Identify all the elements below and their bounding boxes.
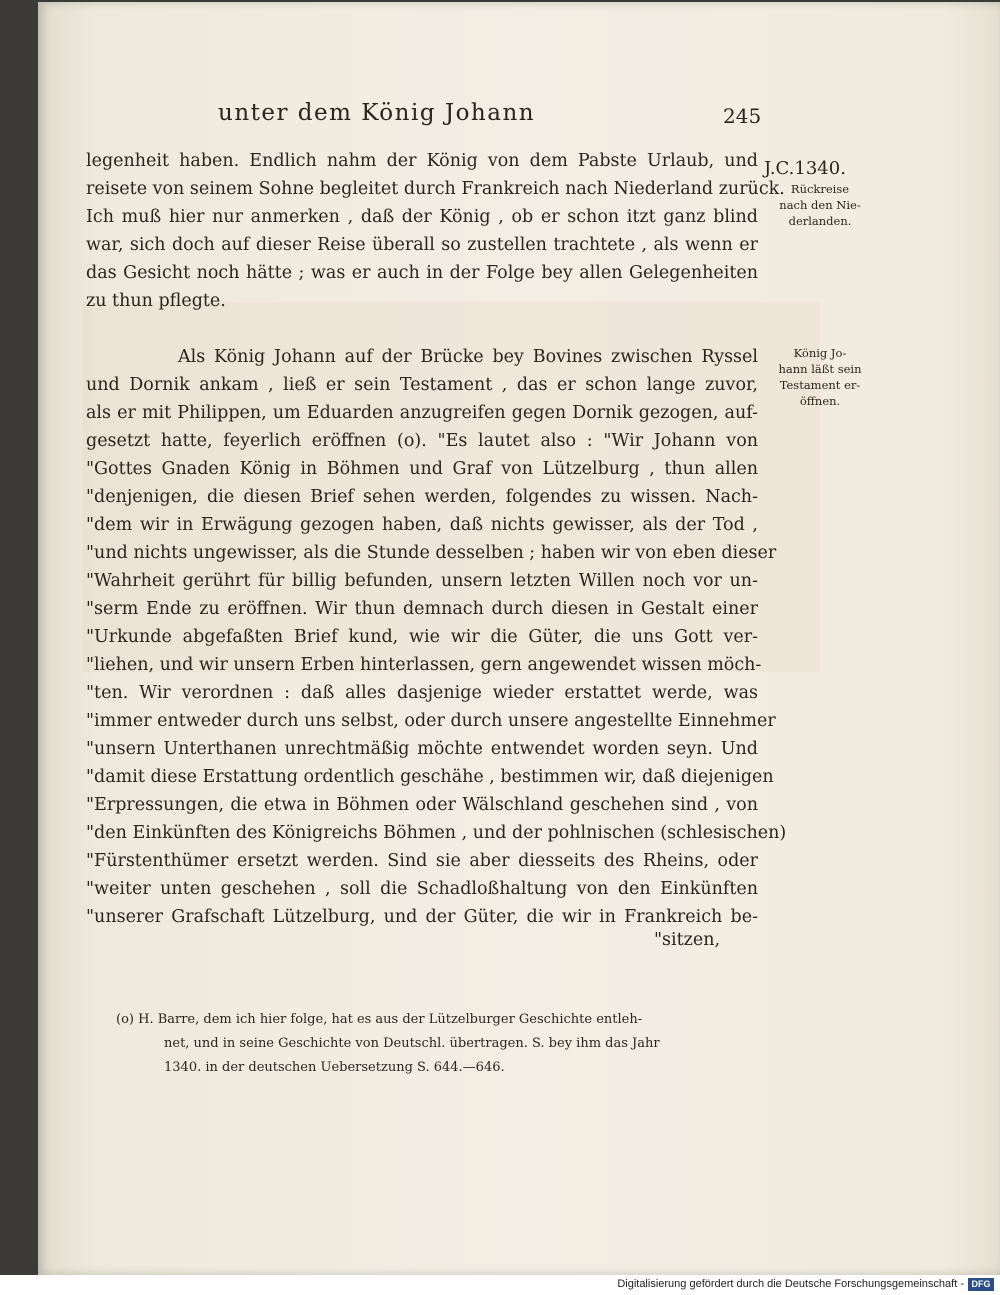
body-text-line: und Dornik ankam , ließ er sein Testament , das er schon lange zuvor, [86,375,758,395]
body-text-line: "unserer Grafschaft Lützelburg, und der Güter, die wir in Frankreich be- [86,907,758,927]
body-text-line: "immer entweder durch uns selbst, oder durch unsere angestellte Einnehmer [86,711,776,731]
margin-note-line: nach den Nie- [779,198,861,212]
margin-note-line: hann läßt sein [778,362,862,376]
running-head: unter dem König Johann [218,100,536,126]
body-text-line: "serm Ende zu eröffnen. Wir thun demnach durch diesen in Gestalt einer [86,599,758,619]
funding-notice: Digitalisierung gefördert durch die Deutsche Forschungsgemeinschaft - [617,1278,964,1290]
footnote-line: (o) H. Barre, dem ich hier folge, hat es aus der Lützelburger Geschichte entleh- [116,1012,643,1027]
body-text-line: "damit diese Erstattung ordentlich geschähe , bestimmen wir, daß diejenigen [86,767,774,787]
body-text-line: "unsern Unterthanen unrechtmäßig möchte entwendet worden seyn. Und [86,739,758,759]
body-text-line: "ten. Wir verordnen : daß alles dasjenige wieder erstattet werde, was [86,683,758,703]
body-text-line: das Gesicht noch hätte ; was er auch in der Folge bey allen Gelegenheiten [86,263,758,283]
body-text-line: "Urkunde abgefaßten Brief kund, wie wir die Güter, die uns Gott ver- [86,627,758,647]
body-text-line: "weiter unten geschehen , soll die Schadloßhaltung von den Einkünften [86,879,758,899]
body-text-line: "Fürstenthümer ersetzt werden. Sind sie aber diesseits des Rheins, oder [86,851,758,871]
margin-note-line: Testament er- [779,378,861,392]
body-text-line: "denjenigen, die diesen Brief sehen werden, folgendes zu wissen. Nach- [86,487,758,507]
page-number: 245 [723,104,762,128]
body-text-line: "liehen, und wir unsern Erben hinterlassen, gern angewendet wissen möch- [86,655,762,675]
margin-year: J.C.1340. [764,158,846,179]
body-text-line: "den Einkünften des Königreichs Böhmen , und der pohlnischen (schlesischen) [86,823,787,843]
catchword: "sitzen, [654,930,721,950]
body-text-line: legenheit haben. Endlich nahm der König von dem Pabste Urlaub, und [86,151,758,171]
body-text-line: "Gottes Gnaden König in Böhmen und Graf von Lützelburg , thun allen [86,459,758,479]
body-text-line: "Erpressungen, die etwa in Böhmen oder Wälschland geschehen sind , von [86,795,758,815]
body-text-line: "dem wir in Erwägung gezogen haben, daß nichts gewisser, als der Tod , [86,515,758,535]
body-text-line: "und nichts ungewisser, als die Stunde desselben ; haben wir von eben dieser [86,543,777,563]
body-text-line: Als König Johann auf der Brücke bey Bovines zwischen Ryssel [178,347,758,367]
margin-note-line: derlanden. [788,214,852,228]
footnote-line: 1340. in der deutschen Uebersetzung S. 644.—646. [164,1060,505,1075]
body-text-line: als er mit Philippen, um Eduarden anzugreifen gegen Dornik gezogen, auf- [86,403,758,423]
body-text-line: "Wahrheit gerührt für billig befunden, unsern letzten Willen noch vor un- [86,571,758,591]
body-text-line: zu thun pflegte. [86,291,226,311]
body-text-line: war, sich doch auf dieser Reise überall so zustellen trachtete , als wenn er [86,235,758,255]
body-text-line: reisete von seinem Sohne begleitet durch Frankreich nach Niederland zurück. [86,179,785,199]
margin-note-line: öffnen. [799,394,841,408]
margin-note-line: Rückreise [790,182,850,196]
digitization-footer [0,1275,1000,1295]
body-text-line: gesetzt hatte, feyerlich eröffnen (o). "Es lautet also : "Wir Johann von [86,431,758,451]
dfg-logo-icon: DFG [968,1278,994,1291]
footnote-line: net, und in seine Geschichte von Deutschl. übertragen. S. bey ihm das Jahr [164,1036,660,1051]
body-text-line: Ich muß hier nur anmerken , daß der König , ob er schon itzt ganz blind [86,207,758,227]
margin-note-line: König Jo- [793,346,847,360]
